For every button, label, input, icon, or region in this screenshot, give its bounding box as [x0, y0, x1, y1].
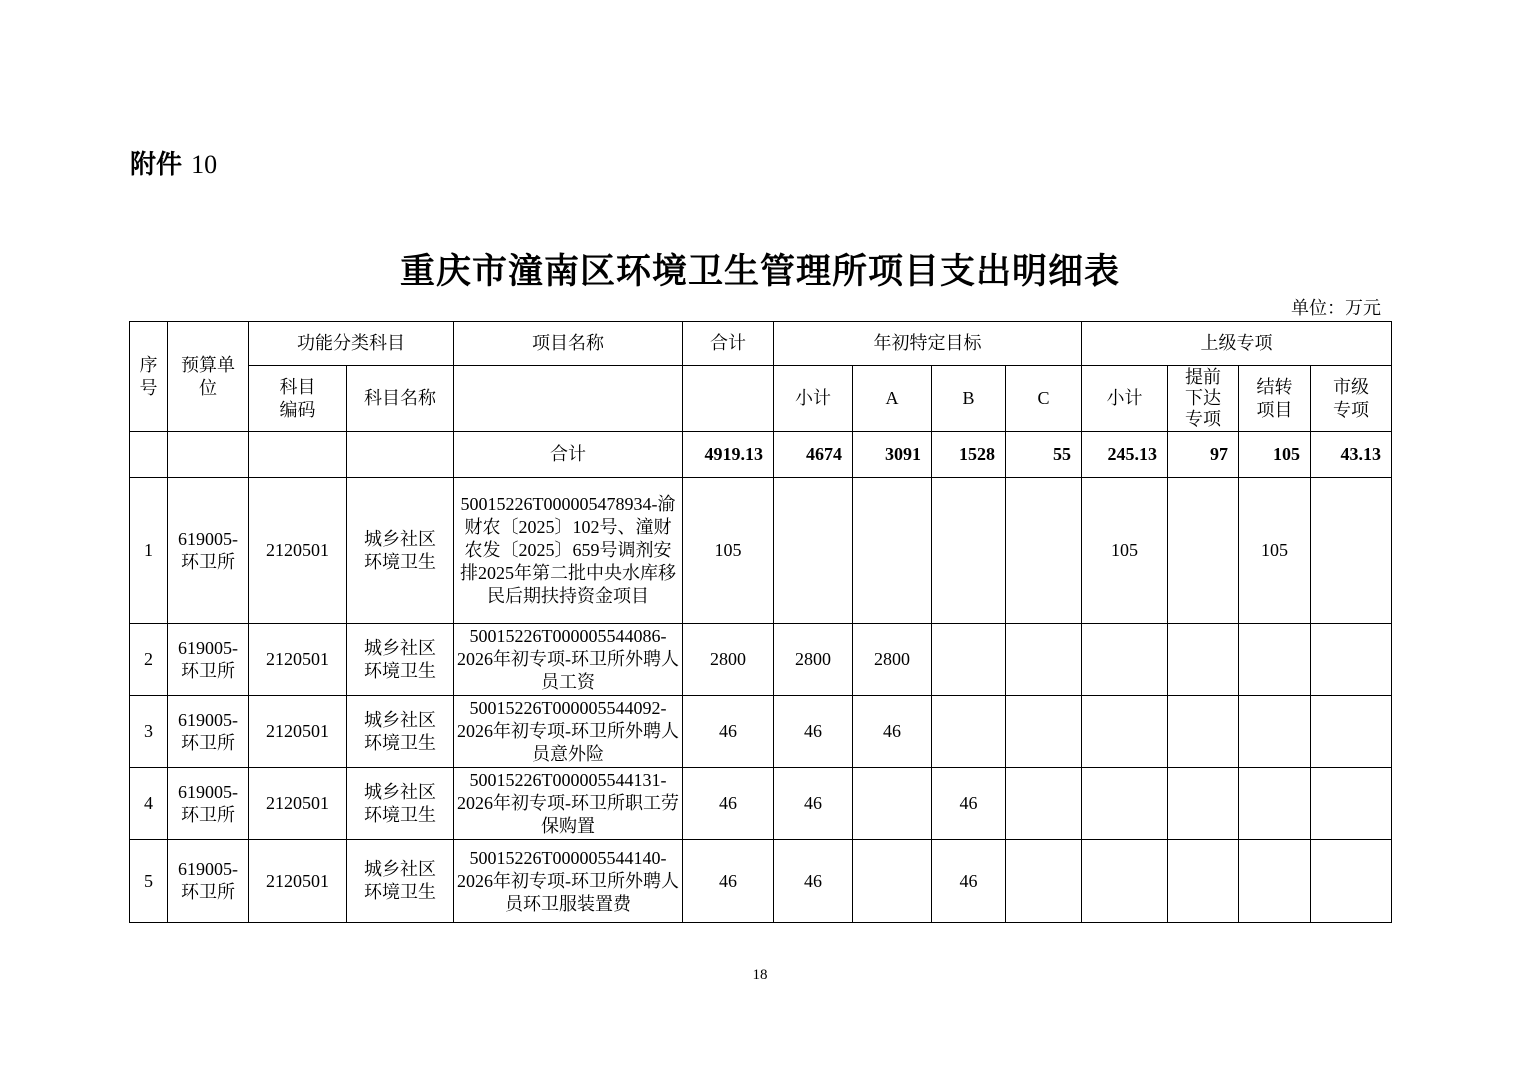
row-carryover — [1239, 768, 1311, 840]
table-row — [130, 840, 1392, 923]
header-sup-subtotal: 小计 — [1082, 366, 1168, 432]
row-subtotal: 2800 — [774, 624, 853, 696]
row-city — [1311, 840, 1392, 923]
row-a: 2800 — [853, 624, 932, 696]
row-a — [853, 840, 932, 923]
row-carryover — [1239, 840, 1311, 923]
row-b — [932, 696, 1006, 768]
header-project-name: 项目名称 — [454, 322, 683, 366]
header-unit: 预算单位 — [168, 322, 249, 432]
total-row — [130, 432, 1392, 478]
row-project: 50015226T000005478934-渝财农〔2025〕102号、潼财农发〔2025〕659号调剂安排2025年第二批中央水库移民后期扶持资金项目 — [454, 478, 683, 624]
total-c: 55 — [1006, 432, 1082, 478]
row-city — [1311, 478, 1392, 624]
header-row-2 — [130, 366, 1392, 432]
header-total: 合计 — [683, 322, 774, 366]
header-seq: 序号 — [130, 322, 168, 432]
total-empty-2 — [168, 432, 249, 478]
attachment-number: 10 — [191, 150, 218, 179]
header-empty-total — [683, 366, 774, 432]
row-advance — [1168, 624, 1239, 696]
row-project: 50015226T000005544092-2026年初专项-环卫所外聘人员意外险 — [454, 696, 683, 768]
row-seq: 3 — [130, 696, 168, 768]
row-project: 50015226T000005544086-2026年初专项-环卫所外聘人员工资 — [454, 624, 683, 696]
row-carryover — [1239, 696, 1311, 768]
row-subject: 城乡社区环境卫生 — [347, 478, 454, 624]
row-subtotal: 46 — [774, 840, 853, 923]
row-subtotal: 46 — [774, 768, 853, 840]
header-c: C — [1006, 366, 1082, 432]
row-unit: 619005-环卫所 — [168, 840, 249, 923]
header-subject-code: 科目编码 — [249, 366, 347, 432]
table-row — [130, 696, 1392, 768]
row-city — [1311, 768, 1392, 840]
total-carryover: 105 — [1239, 432, 1311, 478]
row-code: 2120501 — [249, 478, 347, 624]
header-city: 市级专项 — [1311, 366, 1392, 432]
header-annual-target: 年初特定目标 — [774, 322, 1082, 366]
row-sup-subtotal — [1082, 840, 1168, 923]
total-advance: 97 — [1168, 432, 1239, 478]
row-total: 105 — [683, 478, 774, 624]
row-subject: 城乡社区环境卫生 — [347, 624, 454, 696]
row-unit: 619005-环卫所 — [168, 624, 249, 696]
total-empty-3 — [249, 432, 347, 478]
row-advance — [1168, 478, 1239, 624]
row-total: 2800 — [683, 624, 774, 696]
row-a — [853, 478, 932, 624]
row-subject: 城乡社区环境卫生 — [347, 768, 454, 840]
header-subject-name: 科目名称 — [347, 366, 454, 432]
total-empty-4 — [347, 432, 454, 478]
row-total: 46 — [683, 696, 774, 768]
row-c — [1006, 840, 1082, 923]
row-unit: 619005-环卫所 — [168, 696, 249, 768]
total-total: 4919.13 — [683, 432, 774, 478]
row-c — [1006, 696, 1082, 768]
total-sup-subtotal: 245.13 — [1082, 432, 1168, 478]
total-city: 43.13 — [1311, 432, 1392, 478]
row-subtotal: 46 — [774, 696, 853, 768]
row-unit: 619005-环卫所 — [168, 478, 249, 624]
row-sup-subtotal: 105 — [1082, 478, 1168, 624]
header-subtotal: 小计 — [774, 366, 853, 432]
table-row — [130, 478, 1392, 624]
row-seq: 4 — [130, 768, 168, 840]
attachment-label-text: 附件 — [130, 150, 183, 180]
total-empty-1 — [130, 432, 168, 478]
row-unit: 619005-环卫所 — [168, 768, 249, 840]
row-city — [1311, 624, 1392, 696]
row-advance — [1168, 840, 1239, 923]
row-carryover — [1239, 624, 1311, 696]
header-advance: 提前下达专项 — [1168, 366, 1239, 432]
row-b — [932, 624, 1006, 696]
row-code: 2120501 — [249, 840, 347, 923]
row-project: 50015226T000005544140-2026年初专项-环卫所外聘人员环卫服装置费 — [454, 840, 683, 923]
row-subject: 城乡社区环境卫生 — [347, 696, 454, 768]
header-func-class: 功能分类科目 — [249, 322, 454, 366]
row-project: 50015226T000005544131-2026年初专项-环卫所职工劳保购置 — [454, 768, 683, 840]
header-carryover: 结转项目 — [1239, 366, 1311, 432]
row-advance — [1168, 696, 1239, 768]
expenditure-table — [129, 321, 1392, 923]
row-seq: 2 — [130, 624, 168, 696]
table-row — [130, 768, 1392, 840]
row-c — [1006, 478, 1082, 624]
row-advance — [1168, 768, 1239, 840]
row-code: 2120501 — [249, 624, 347, 696]
header-a: A — [853, 366, 932, 432]
row-sup-subtotal — [1082, 696, 1168, 768]
total-subtotal: 4674 — [774, 432, 853, 478]
header-b: B — [932, 366, 1006, 432]
row-b: 46 — [932, 840, 1006, 923]
row-code: 2120501 — [249, 696, 347, 768]
attachment-label — [130, 144, 217, 181]
page-number: 18 — [752, 967, 768, 983]
table-row — [130, 624, 1392, 696]
row-city — [1311, 696, 1392, 768]
total-b: 1528 — [932, 432, 1006, 478]
row-b — [932, 478, 1006, 624]
row-subject: 城乡社区环境卫生 — [347, 840, 454, 923]
row-seq: 1 — [130, 478, 168, 624]
row-sup-subtotal — [1082, 768, 1168, 840]
row-total: 46 — [683, 840, 774, 923]
row-carryover: 105 — [1239, 478, 1311, 624]
row-subtotal — [774, 478, 853, 624]
row-total: 46 — [683, 768, 774, 840]
row-code: 2120501 — [249, 768, 347, 840]
total-a: 3091 — [853, 432, 932, 478]
row-c — [1006, 768, 1082, 840]
row-b: 46 — [932, 768, 1006, 840]
row-a: 46 — [853, 696, 932, 768]
row-c — [1006, 624, 1082, 696]
row-sup-subtotal — [1082, 624, 1168, 696]
total-label: 合计 — [454, 432, 683, 478]
row-a — [853, 768, 932, 840]
row-seq: 5 — [130, 840, 168, 923]
header-row-1 — [130, 322, 1392, 366]
unit-note: 单位：万元 — [1291, 298, 1381, 319]
header-superior: 上级专项 — [1082, 322, 1392, 366]
page-title: 重庆市潼南区环境卫生管理所项目支出明细表 — [399, 251, 1120, 292]
header-empty-project — [454, 366, 683, 432]
